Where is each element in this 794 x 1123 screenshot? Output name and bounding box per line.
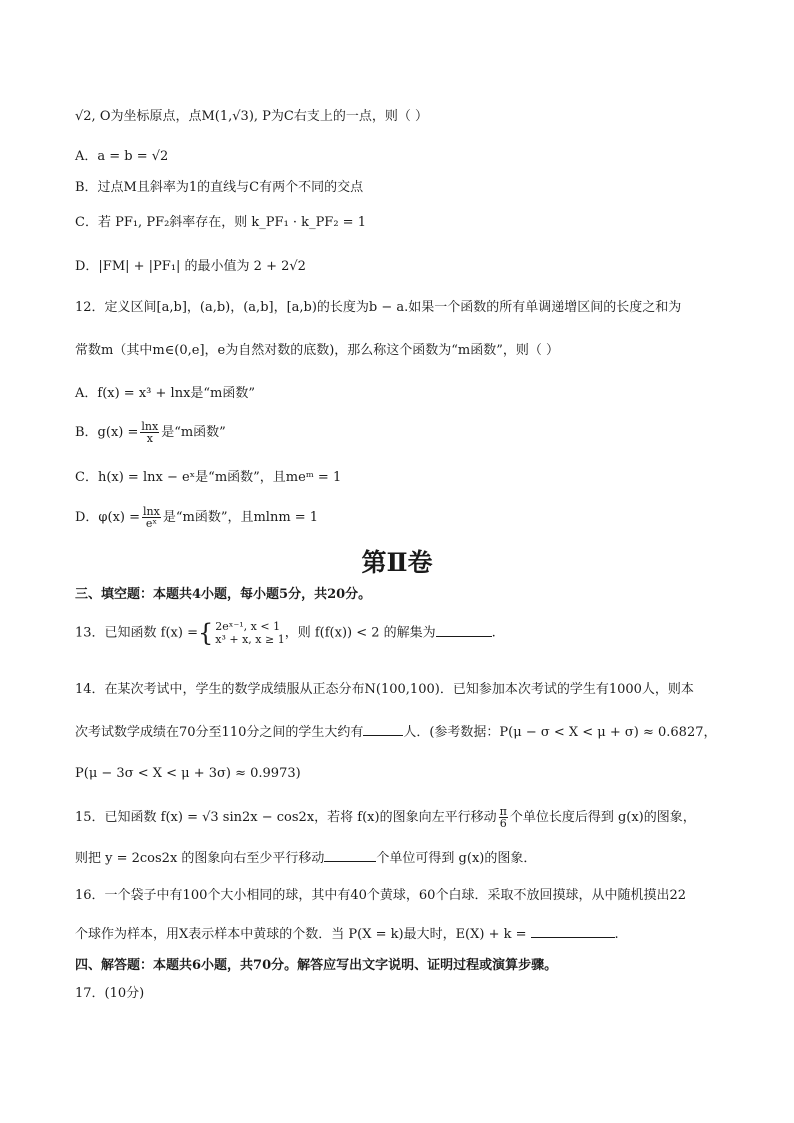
- q15-answer-blank[interactable]: [324, 849, 376, 862]
- q12-option-d-fraction: [142, 506, 161, 529]
- q15-numerator: π: [499, 805, 507, 818]
- q15-line2-b: 个单位可得到 g(x)的图象．: [376, 851, 537, 866]
- q16-answer-blank[interactable]: [531, 925, 615, 938]
- q11-option-d: D．|FM| + |PF₁| 的最小值为 2 + 2√2: [75, 259, 306, 274]
- q12-option-b: [75, 420, 226, 446]
- q12-stem-line2: 常数m（其中m∈(0,e]，e为自然对数的底数)，那么称这个函数为“m函数”，则（ ）: [75, 343, 560, 358]
- q16-line1: 16．一个袋子中有100个大小相同的球，其中有40个黄球，60个白球．采取不放回摸球，从中随机摸出22: [75, 888, 686, 903]
- q12-option-b-suffix: 是“m函数”: [161, 425, 226, 440]
- q13-case-2: x³ + x, x ≥ 1: [215, 633, 285, 646]
- q12-option-a: A．f(x) = x³ + lnx是“m函数”: [75, 386, 256, 401]
- q13-cases: [215, 620, 284, 646]
- q11-option-b: B．过点M且斜率为1的直线与C有两个不同的交点: [75, 180, 364, 195]
- q11-option-a: A．a = b = √2: [75, 149, 169, 164]
- q13-answer-blank[interactable]: [436, 624, 492, 637]
- q12-option-d-numerator: lnx: [143, 505, 160, 518]
- q15-line1: [75, 805, 696, 831]
- q14-line2: [75, 723, 717, 742]
- q14-line2-a: 次考试数学成绩在70分至110分之间的学生大约有: [75, 725, 364, 740]
- q12-option-b-denominator: x: [146, 432, 153, 445]
- q17: 17．(10分): [75, 986, 145, 1001]
- q14-line2-b: 人．(参考数据：P(μ − σ < X < μ + σ) ≈ 0.6827，: [403, 725, 717, 740]
- q14-line1: 14．在某次考试中，学生的数学成绩服从正态分布N(100,100)．已知参加本次考试的学生有1000人，则本: [75, 682, 694, 697]
- q15-line2-a: 则把 y = 2cos2x 的图象向右至少平行移动: [75, 851, 325, 866]
- q12-option-c: C．h(x) = lnx − eˣ是“m函数”，且meᵐ = 1: [75, 470, 342, 485]
- q12-option-b-numerator: lnx: [141, 420, 159, 433]
- q12-option-d: [75, 505, 318, 531]
- q13-suffix: ，则 f(f(x)) < 2 的解集为: [284, 625, 436, 641]
- part3-header: 三、填空题：本题共4小题，每小题5分，共20分。: [75, 587, 372, 602]
- q16-line2-a: 个球作为样本，用X表示样本中黄球的个数．当 P(X = k)最大时，E(X) + k =: [75, 927, 527, 942]
- q14-answer-blank[interactable]: [363, 723, 403, 736]
- q12-stem-line1: 12．定义区间[a,b]，(a,b)，(a,b]，[a,b)的长度为b − a.如果一个函数的所有单调递增区间的长度之和为: [75, 300, 682, 315]
- q15-denominator: 6: [499, 817, 507, 830]
- q12-option-b-prefix: B．g(x) =: [75, 425, 139, 440]
- section-title: 第Ⅱ卷: [361, 548, 433, 577]
- q16-line2: [75, 925, 619, 944]
- q15-line2: [75, 849, 536, 868]
- q11-option-c: C．若 PF₁, PF₂斜率存在，则 k_PF₁ · k_PF₂ = 1: [75, 215, 366, 230]
- q13-end: .: [491, 625, 496, 641]
- q13-case-1: 2eˣ⁻¹, x < 1: [215, 620, 281, 633]
- q14-line3: P(μ − 3σ < X < μ + 3σ) ≈ 0.9973): [75, 766, 301, 781]
- q15-line1-b: 个单位长度后得到 g(x)的图象，: [509, 810, 696, 825]
- q12-option-b-fraction: [140, 421, 159, 444]
- q13-brace: {: [198, 619, 214, 647]
- q15-line1-a: 15．已知函数 f(x) = √3 sin2x − cos2x，若将 f(x)的图象向左平行移动: [75, 810, 497, 825]
- q12-option-d-denominator: eˣ: [145, 517, 158, 530]
- q13-prefix: 13．已知函数 f(x) =: [75, 625, 198, 641]
- q12-option-d-prefix: D．φ(x) =: [75, 510, 141, 525]
- q11-stem: √2, O为坐标原点，点M(1,√3), P为C右支上的一点，则（ ）: [75, 109, 428, 124]
- q16-line2-b: .: [614, 927, 619, 942]
- q13: [75, 618, 496, 649]
- part4-header: 四、解答题：本题共6小题，共70分。解答应写出文字说明、证明过程或演算步骤。: [75, 958, 558, 973]
- q15-fraction: [499, 806, 508, 829]
- q12-option-d-suffix: 是“m函数”，且mlnm = 1: [162, 510, 319, 525]
